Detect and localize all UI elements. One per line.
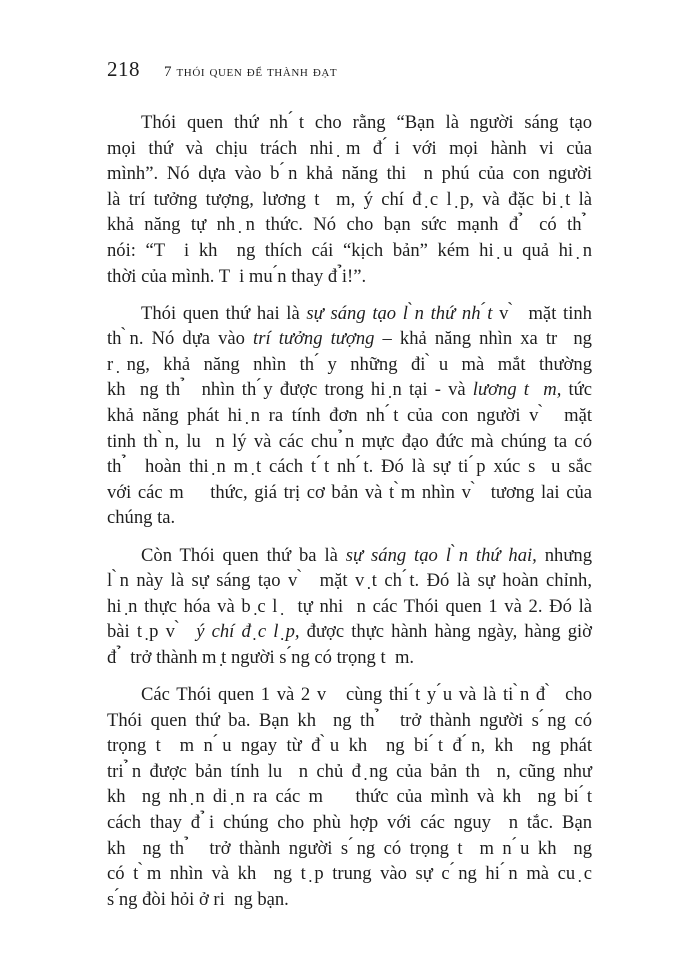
paragraph	[107, 543, 592, 671]
text-line	[107, 887, 592, 913]
text-run: kh ng nh ̣n di ̣n ra các m thức của mình và kh ng bi ́t	[107, 786, 592, 808]
text-line	[107, 594, 592, 620]
text-line	[107, 505, 592, 531]
paragraph	[107, 301, 592, 531]
text-line	[107, 784, 592, 810]
text-run: trọng t m n ́u ngay từ đ ̀u kh ng bi ́t đ ́n, kh ng phát	[107, 735, 592, 757]
text-line	[107, 238, 592, 264]
text-run: Thói quen thứ ba. Bạn kh ng th ̉ trở thành người s ́ng có	[107, 709, 592, 731]
text-run: đ ̉ trở thành m ̣t người s ́ng có trọng t m.	[107, 646, 415, 668]
text-run: hi ̣n thực hóa và b ̣c l ̣ tự nhi n các Thói quen 1 và 2. Đó là	[107, 595, 592, 617]
text-line	[107, 429, 592, 455]
text-run: Các Thói quen 1 và 2 v cùng thi ́t y ́u và là ti ̀n đ ̀ cho	[141, 683, 592, 705]
paragraph	[107, 682, 592, 912]
text-line	[107, 212, 592, 238]
text-line	[107, 759, 592, 785]
text-line	[107, 187, 592, 213]
text-run: bài t ̣p v ̀	[107, 621, 197, 643]
text-run: Thói quen thứ hai là	[141, 302, 307, 324]
text-run: tri ̉n được bản tính lu n chủ đ ̣ng của bản th n, cũng như	[107, 760, 592, 782]
italic-run: sự sáng tạo l ̀n thứ nh ́t	[306, 302, 493, 324]
text-run: là trí tưởng tượng, lương t m, ý chí đ ̣c l ̣p, và đặc bi ̣t là	[107, 188, 592, 210]
text-line	[107, 264, 592, 290]
text-run: chúng ta.	[107, 507, 176, 529]
text-line	[107, 733, 592, 759]
page-number: 218	[107, 57, 140, 81]
text-run: Thói quen thứ nh ́t cho rằng “Bạn là người sáng tạo	[141, 112, 592, 133]
text-run: được thực hành hàng ngày, hàng giờ	[299, 621, 592, 643]
text-line	[107, 301, 592, 327]
text-line	[107, 810, 592, 836]
text-run: v ̀ mặt tinh	[492, 302, 592, 324]
text-line	[107, 861, 592, 887]
text-line	[107, 352, 592, 378]
text-run: Còn Thói quen thứ ba là	[141, 544, 346, 566]
text-run: khả năng phát hi ̣n ra tính đơn nh ́t của con người v ̀ mặt	[107, 405, 592, 427]
text-line	[107, 480, 592, 506]
text-run: th ̉ hoàn thi ̣n m ̣t cách t ́t nh ́t. Đó là sự ti ́p xúc s u sắc	[107, 456, 592, 478]
text-line	[107, 619, 592, 645]
text-run: l ̀n này là sự sáng tạo v ̀ mặt v ̣t ch ́t. Đó là sự hoàn chỉnh,	[107, 570, 592, 592]
running-header	[107, 57, 337, 82]
italic-run: lương t m,	[472, 379, 562, 401]
text-run: mọi thứ và chịu trách nhi ̣m đ ́i với mọi hành vi của	[107, 137, 592, 159]
text-line	[107, 543, 592, 569]
text-line	[107, 377, 592, 403]
italic-run: ý chí đ ̣c l ̣p,	[196, 621, 300, 643]
text-run: – khả năng nhìn xa tr ng	[374, 328, 592, 350]
text-run: cách thay đ ̉i chúng cho phù hợp với các nguy n tắc. Bạn	[107, 811, 592, 833]
text-line	[107, 136, 592, 162]
text-run: kh ng th ̉ nhìn th ́y được trong hi ̣n tại - và	[107, 379, 473, 401]
text-line	[107, 403, 592, 429]
text-line	[107, 836, 592, 862]
text-line	[107, 454, 592, 480]
text-run: r ̣ng, khả năng nhìn th ́y những đi ̀u mà mắt thường	[107, 353, 592, 375]
text-run: nhưng	[536, 544, 592, 566]
text-run: tinh th ̀n, lu n lý và các chu ̉n mực đạo đức mà chúng ta có	[107, 430, 592, 452]
text-run: tức	[561, 379, 592, 401]
italic-run: sự sáng tạo l ̀n thứ hai,	[345, 544, 537, 566]
text-line	[107, 645, 592, 671]
text-run: s ́ng đòi hỏi ở ri ng bạn.	[107, 888, 289, 910]
text-run: khả năng tự nh ̣n thức. Nó cho bạn sức mạnh đ ̉ có th ̉	[107, 214, 592, 236]
running-title: 7 thói quen để thành đạt	[164, 64, 338, 80]
text-run: thời của mình. T i mu ́n thay đ ̉i!”.	[107, 265, 367, 287]
text-line	[107, 326, 592, 352]
text-line	[107, 161, 592, 187]
text-line	[107, 110, 592, 136]
text-run: mình”. Nó dựa vào b ́n khả năng thi n phú của con người	[107, 163, 592, 185]
italic-run: trí tưởng tượng	[253, 328, 375, 350]
body-text	[107, 110, 592, 924]
text-line	[107, 708, 592, 734]
paragraph	[107, 110, 592, 289]
text-line	[107, 568, 592, 594]
text-run: có t ̀m nhìn và kh ng t ̣p trung vào sự c ́ng hi ́n mà cu ̣c	[107, 863, 592, 885]
text-run: th ̀n. Nó dựa vào	[107, 328, 254, 350]
text-run: kh ng th ̉ trở thành người s ́ng có trọng t m n ́u kh ng	[107, 837, 592, 859]
text-line	[107, 682, 592, 708]
text-run: nói: “T i kh ng thích cái “kịch bản” kém hi ̣u quả hi ̣n	[107, 239, 592, 261]
text-run: với các m thức, giá trị cơ bản và t ̀m nhìn v ̀ tương lai của	[107, 481, 592, 503]
